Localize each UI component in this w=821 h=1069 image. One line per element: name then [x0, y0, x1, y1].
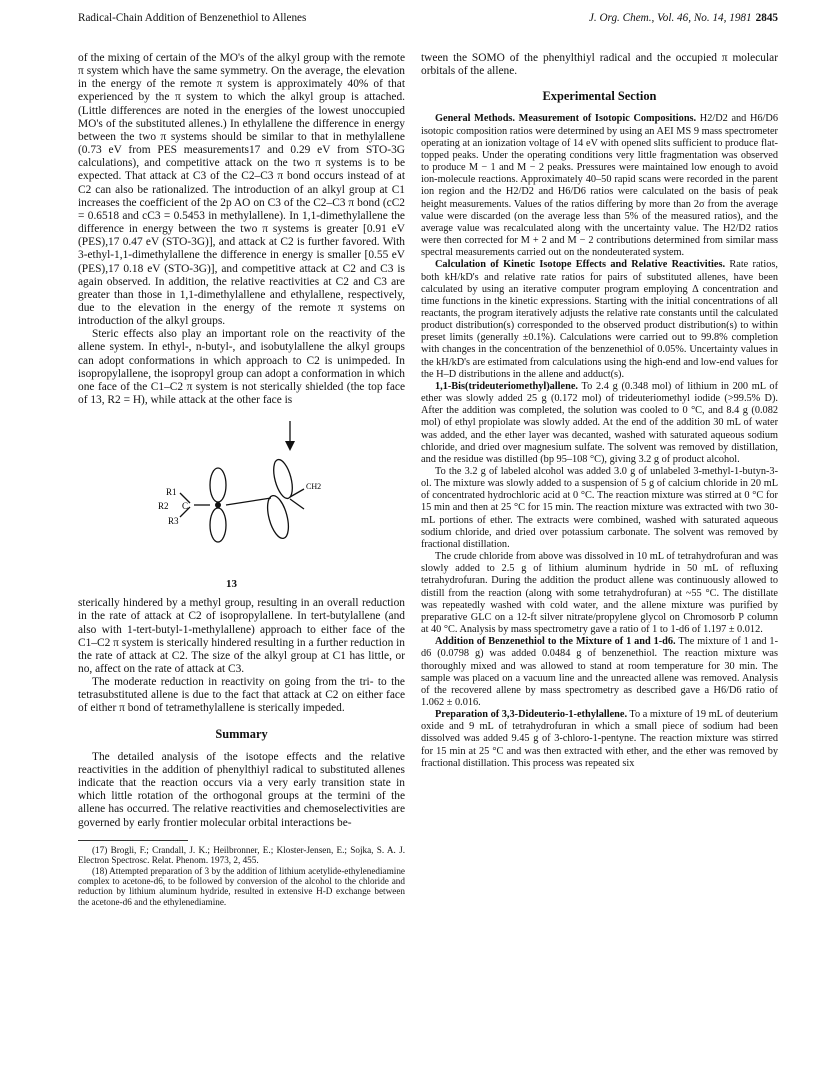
right-column: [421, 52, 778, 770]
paragraph: The crude chloride from above was dissolved in 10 mL of tetrahydrofuran and was slowly added to 2.5 g of lithium aluminum hydride in 50 mL of refluxing tetrahydrofuran. During the addition the product allene was continuously allowed to distill from the reaction (along with some tetrahydrofuran) at ~55 °C. The distillate was repeatedly washed with cold water, and the allene mixture was purified by preparative GLC on a 12-ft silver nitrate/propylene glycol on Chromosorb P column at 40 °C. Analysis by mass spectrometry gave a ratio of 1 to 1-d6 of 1.197 ± 0.012.: [421, 551, 778, 636]
paragraph: Steric effects also play an important role on the reactivity of the allene system. In ethyl-, n-butyl-, and isobutylallene the alkyl groups can adopt conformations in which approach to C2 is unimpeded. In isopropylallene, the isopropyl group can adopt a conformation in which one face of the C1–C2 π system is not sterically shielded (the top face of 13, R2 = H), while attack at the other face is: [78, 328, 405, 407]
paragraph: sterically hindered by a methyl group, resulting in an overall reduction in the rate of attack at C2 of isopropylallene. In tert-butylallene (and also with 1-tert-butyl-1-methylallene) approach to either face of the C1–C2 π system is sterically hindered resulting in a further reduction in the rate of attack at C2. The size of the alkyl group at C1 has little, or no, affect on the rate of attack at C3.: [78, 597, 405, 675]
paragraph: of the mixing of certain of the MO's of the alkyl group with the remote π system which have the same symmetry. On the average, the elevation in the energy of the remote π system is approximately 40% of that experienced by the π system to which the alkyl group is attached. (Little differences are noted in the energies of the lowest unoccupied MO's of the substituted allenes.) In ethylallene the difference in energy between the two π systems should be similar to that in methylallene (0.73 eV from PES measurements17 and 0.29 eV from STO-3G calculations), and competitive attack on the two π systems is to be expected. That attack at C3 of the C2–C3 π bond occurs instead of at C2 can also be rationalized. The introduction of an alkyl group at C1 increases the coefficient of the 2p AO on C3 of the C2–C3 π bond (cC2 = 0.6518 and cC3 = 0.5453 in methylallene). In 1,1-dimethylallene the difference in energy between the two π systems is greater [0.91 eV (PES),17 0.47 eV (STO-3G)], and attack at C2 is further favored. With 3-ethyl-1,1-dimethylallene the difference in energy is smaller [0.55 eV (PES),17 0.18 eV (STO-3G)], and competitive attack at C2 and C3 is again observed. In addition, the relative reactivities at C2 and C3 are greater than those in 1,1-dimethylallene and ethylallene, respectively, due to the elevation in the energy of the remote π systems on introduction of the alkyl groups.: [78, 52, 405, 328]
summary-heading: Summary: [215, 726, 268, 741]
allene-structure-drawing: [78, 413, 405, 595]
run-in-heading: Preparation of 3,3-Dideuterio-1-ethylallene.: [435, 709, 628, 721]
carbon-label: C: [182, 501, 189, 512]
figure-number: 13: [226, 578, 237, 591]
ch2-label: CH2: [306, 482, 322, 492]
run-in-heading: 1,1-Bis(trideuteriomethyl)allene.: [435, 380, 578, 392]
running-title: Radical-Chain Addition of Benzenethiol to Allenes: [78, 12, 307, 24]
paragraph-text: To a mixture of 19 mL of deuterium oxide and 9 mL of tetrahydrofuran in which a small piece of sodium had been dissolved was added 9.45 g of 3-chloro-1-pentyne. The reaction mixture was stirred for 15 min at 25 °C and was then extracted with ether, and the ether was removed by fractional distillation. This process was repeated six: [421, 709, 778, 769]
left-column: [78, 52, 405, 907]
paragraph-text: H2/D2 and H6/D6 isotopic composition ratios were determined by using an AEI MS 9 mass spectrometer operating at an ionization voltage of 14 eV with opened slits sufficient to produce flat-topped peaks. Under the operating conditions very little fragmentation was observed to produce M − 1 and M − 2 peaks. Pressures were maintained low enough to avoid ion-molecule reactions. Approximately 40–50 rapid scans were recorded in the parent ion region and the H2/D2 and H6/D6 ratios were calculated on the basis of peak height measurements. Values of the ratios differing by more than 2σ from the average value were discarded (on the average less than 5% of the measured ratios), and the average value was recalculated along with the uncertainty value. The H2/D2 ratios were then corrected for M + 2 and M − 2 contributions determined from similar mass spectral measurements carried out on the nondeuterated system.: [421, 113, 778, 259]
paragraph: [421, 259, 778, 381]
paragraph: [421, 709, 778, 770]
paragraph: The moderate reduction in reactivity on going from the tri- to the tetrasubstituted allene is due to the fact that attack at C2 on either face of either π bond of tetramethylallene is sterically impeded.: [78, 676, 405, 715]
paragraph: tween the SOMO of the phenylthiyl radical and the occupied π molecular orbitals of the allene.: [421, 52, 778, 78]
substituent-r1: R1: [166, 487, 177, 498]
summary-paragraph: The detailed analysis of the isotope effects and the relative reactivities in the addition of phenylthiyl radical to substituted allenes indicate that the reaction occurs via a very early transition state in which little rotation of the orthogonal groups at the termini of the allene has occurred. The relative reactivities and chemoselectivities are governed by early frontier molecular orbital interactions be-: [78, 750, 405, 829]
experimental-heading: Experimental Section: [542, 89, 657, 104]
run-in-heading: Calculation of Kinetic Isotope Effects and Relative Reactivities.: [435, 259, 726, 271]
paragraph-text: Rate ratios, both kH/kD's and relative rate ratios for pairs of substituted allenes, have been calculated by using an iterative computer program employing Δ concentration and time functions in the kinetic expressions. Starting with the initial concentrations of all reactants, the program iteratively adjusts the relative rate constants until the calculated product distribution(s) corresponded to the observed product distribution(s) to within preset limits (generally ±0.1%). Calculations were carried out to 99.8% completion with changes in the concentration of the benzenethiol of 0.05%. Uncertainty values in the kH/kD's are estimated from calculations using the high-end and low-end values for the H–D distributions in the allene and adduct(s).: [421, 259, 778, 380]
journal-name: J. Org. Chem., Vol. 46, No. 14, 1981: [588, 12, 752, 24]
journal-citation: [589, 10, 778, 26]
paragraph: [421, 636, 778, 709]
paragraph-text: The mixture of 1 and 1-d6 (0.0798 g) was added 0.0484 g of benzenethiol. The reaction mixture was thoroughly mixed and was allowed to stand at room temperature for 30 min. The sample was placed on a vacuum line and the unreacted allene was removed. Analysis of the recovered allene by mass spectrometry as described gave a H6/D6 ratio of 1.062 ± 0.016.: [421, 636, 778, 708]
run-in-heading: General Methods. Measurement of Isotopic Compositions.: [435, 113, 697, 125]
paragraph: [421, 113, 778, 259]
footnote-17: (17) Brogli, F.; Crandall, J. K.; Heilbronner, E.; Kloster-Jensen, E.; Sojka, S. A. J. Electron Spectrosc. Relat. Phenom. 1973, 2, 455.: [78, 844, 405, 866]
footnote-18: (18) Attempted preparation of 3 by the addition of lithium acetylide-ethylenediamine complex to acetone-d6, to be followed by conversion of the alcohol to the chloride and reduction by lithium aluminum hydride, resulted in extensive H-D exchange between the acetone-d6 and the ethylenediamine.: [78, 865, 405, 907]
substituent-r2: R2: [158, 501, 169, 512]
footnote-divider: [78, 840, 188, 841]
structure-figure-13: [78, 413, 405, 595]
paragraph: To the 3.2 g of labeled alcohol was added 3.0 g of unlabeled 3-methyl-1-butyn-3-ol. The mixture was slowly added to a suspension of 5 g of calcium chloride in 20 mL of concentrated hydrochloric acid at 0 °C. The reaction mixture was stirred at 0 °C for 15 min and then at 25 °C for 15 min. The reaction mixture was extracted with two 30-mL portions of ether. The extracts were combined, washed with saturated aqueous sodium chloride, and dried over potassium carbonate. The solvent was removed by fractional distillation.: [421, 466, 778, 550]
paragraph-text: To 2.4 g (0.348 mol) of lithium in 200 mL of ether was slowly added 25 g (0.172 mol) of trideuteriomethyl iodide (>99.5% D). After the addition was completed, the solution was cooled to 0 °C, and 8.4 g (0.082 mol) of ethyl propiolate was slowly added. At the end of the addition 30 mL of water was added, and the ether layer was decanted, washed with saturated aqueous sodium chloride, and dried over magnesium sulfate. The solvent was removed by distillation, and the residue was distilled (bp 95–108 °C), giving 3.2 g of product alcohol.: [421, 380, 778, 465]
page-header: [78, 10, 778, 26]
run-in-heading: Addition of Benzenethiol to the Mixture of 1 and 1-d6.: [435, 636, 676, 648]
footnotes: [78, 845, 405, 907]
experimental-body: [421, 113, 778, 769]
page-number: 2845: [755, 12, 778, 24]
paragraph: [421, 381, 778, 466]
substituent-r3: R3: [168, 516, 179, 527]
